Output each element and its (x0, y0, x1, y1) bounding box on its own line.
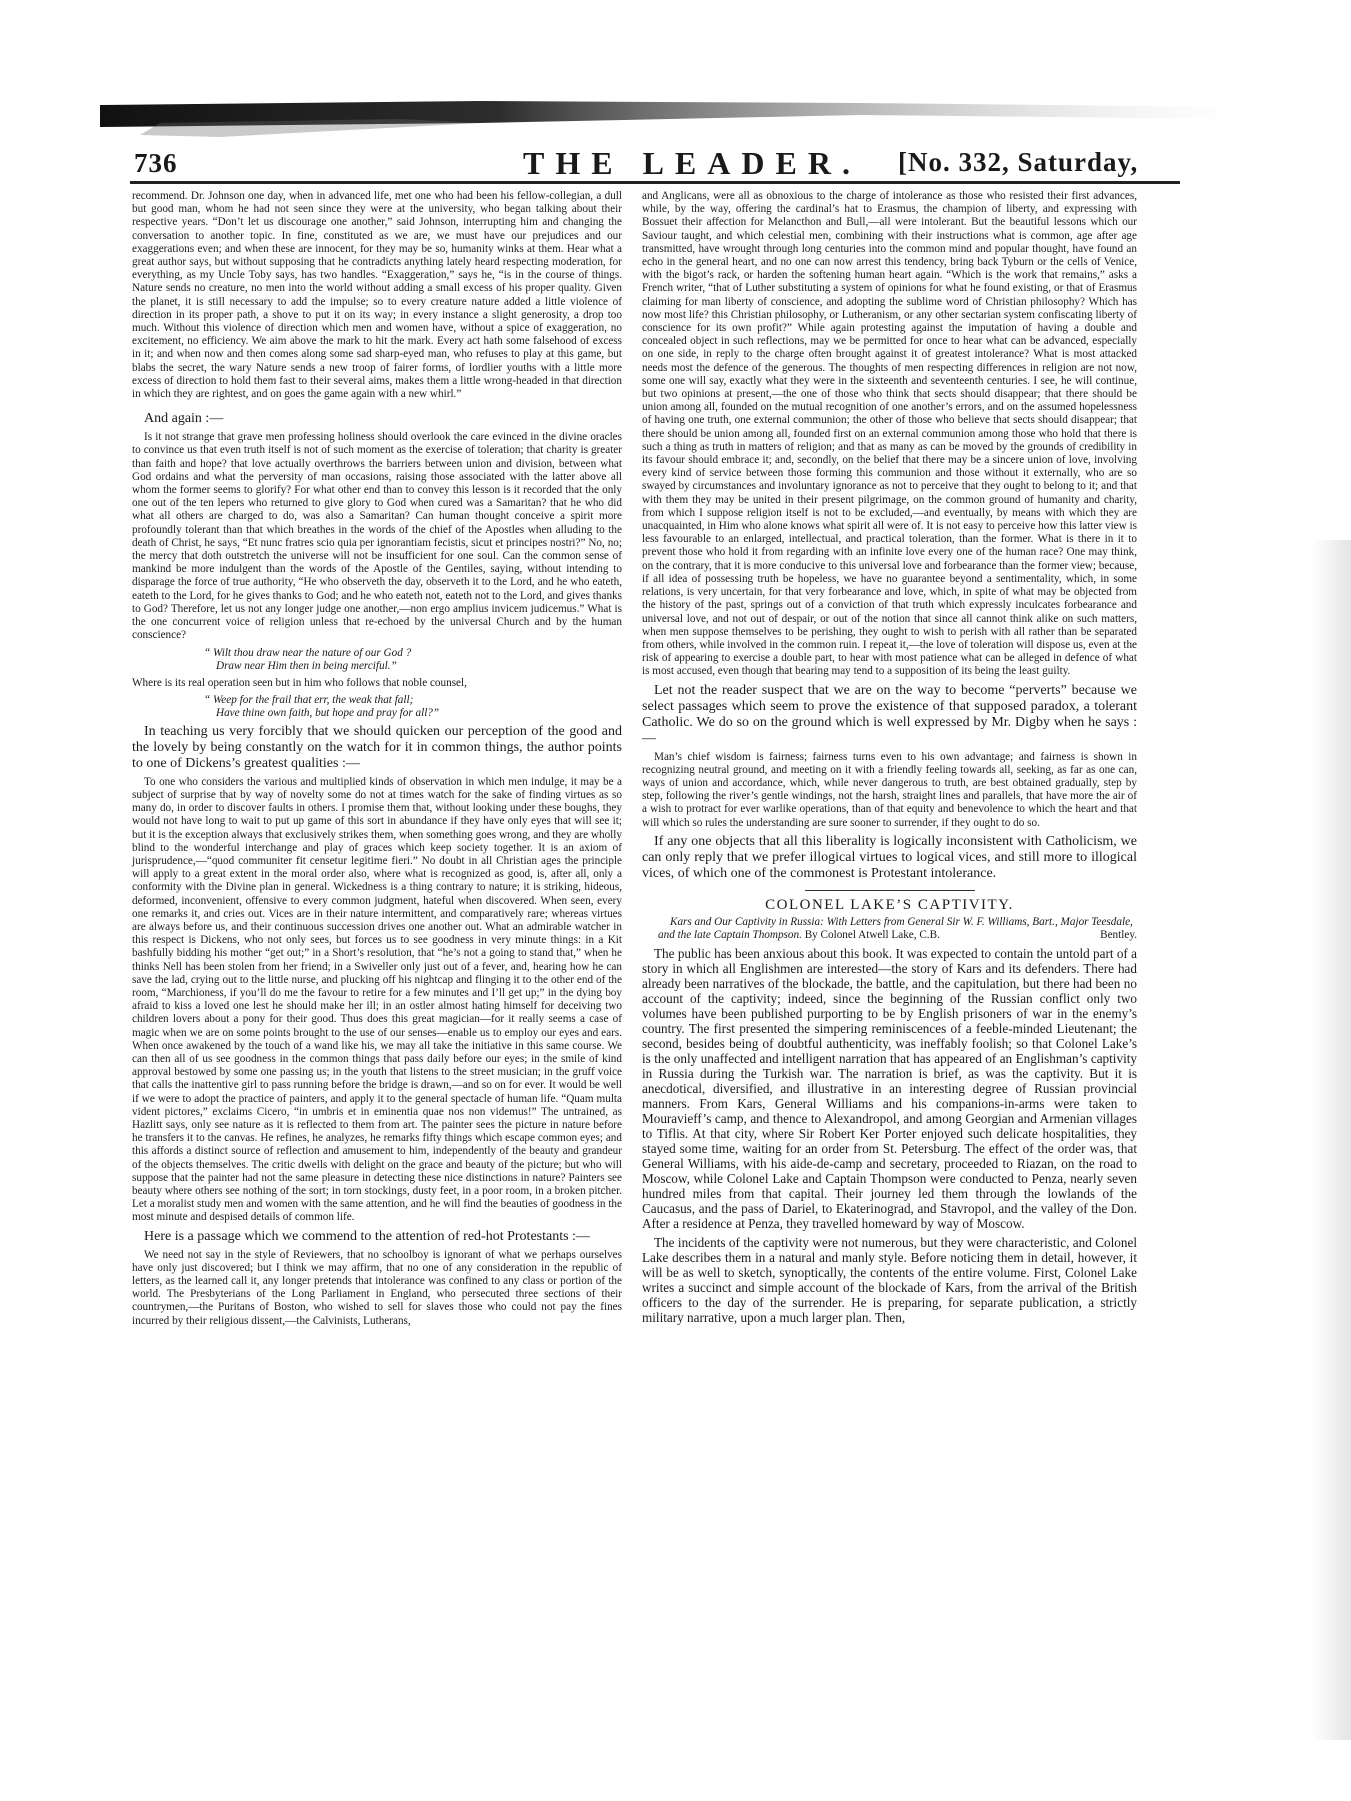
newspaper-title: THE LEADER. (523, 145, 861, 181)
left-paragraph-3: Is it not strange that grave men professing holiness should overlook the care evinced in the divine oracles to convince us that even truth itself is not of such moment as the exercise of toleration; that charity is greater than faith and hope? that love actually overthrows the barriers between union and division, between what God ordains and what the perversity of man occasions, raising those associated with the latter above all whom the former seems to glorify? For what other end than to convey this lesson is it recorded that the only one out of the ten lepers who returned to give glory to God when cured was a Samaritan? that he who did what all others are charged to do, was also a Samaritan? Can human thought conceive a spirit more profoundly tolerant than that which breathes in the words of the chief of the Apostles when alluding to the death of Christ, he says, “Et nunc fratres scio quia per ignorantiam fecistis, sicut et principes nostri?” No, no; the mercy that doth outstretch the universe will not be insufficient for one soul. Can the common sense of mankind be more indulgent than the words of the Apostle of the Gentiles, saying, without intending to disparage the force of true authority, “He who observeth the day, observeth it to the Lord, and he who eateth, eateth to the Lord, for he gives thanks to God; and he who eateth not, eateth not to the Lord, and gives thanks to God? Therefore, let us not any longer judge one another,—non ergo amplius invicem judicemus.” What is the one concurrent voice of religion unless that re-echoed by the universal Church and by the human conscience? (132, 431, 622, 642)
left-paragraph-4: In teaching us very forcibly that we should quicken our perception of the good and the lovely by being constantly on the watch for it in common things, the author points to one of Dickens’s greatest qualities :— (132, 723, 622, 771)
review-paragraph-2: The incidents of the captivity were not numerous, but they were characteristic, and Colonel Lake describes them in a natural and manly style. Before noticing them in detail, however, it will be as well to sketch, synoptically, the contents of the entire volume. First, Colonel Lake writes a succinct and simple account of the blockade of Kars, from the arrival of the British officers to the day of the surrender. He is preparing, for separate publication, a strictly military narrative, upon a much larger plan. Then, (642, 1235, 1137, 1326)
left-paragraph-1: recommend. Dr. Johnson one day, when in advanced life, met one who had been his fellow-collegian, a dull but good man, whom he had not seen since they were at the university, who began talking about their respective years. “Don’t let us discourage one another,” said Johnson, interrupting him and changing the conversation to another topic. In fine, constituted as we are, we must have our prejudices and our exaggerations even; and when these are innocent, for they may be so, humanity winks at them. Hear what a great author says, but without supposing that he contradicts anything lately heard respecting moderation, for everything, as my Uncle Toby says, has two handles. “Exaggeration,” says he, “is in the course of things. Nature sends no creature, no men into the world without adding a small excess of his proper quality. Given the planet, it is still necessary to add the impulse; so to every creature nature added a little violence of direction in its proper path, a shove to put it on its way; in every instance a slight generosity, a drop too much. Without this violence of direction which men and women have, without a spice of exaggeration, no excitement, no efficiency. We aim above the mark to hit the mark. Every act hath some falsehood of excess in it; and when now and then comes along some sad sharp-eyed man, who refuses to play at this game, but blabs the secret, the wary Nature sends a new troop of fairer forms, of lordlier youths with a little more excess of direction to hold them fast to their several aims, makes them a little wrong-headed in that direction in which they are rightest, and on goes the game again with a new whirl.” (132, 190, 622, 401)
book-publisher: Bentley. (1100, 929, 1137, 942)
verse-line-2: Draw near Him then in being merciful.” (216, 659, 397, 672)
left-paragraph-5: To one who considers the various and multiplied kinds of observation in which men indulge, it may be a subject of surprise that by way of novelty some do not at times watch for the sake of finding virtues as so many do, in order to discover faults in others. I promise them that, without looking under these boughs, they would not have long to wait to put up game of this sort in abundance if they have only eyes that will see it; but it is the exception always that exclusively strikes them, when something goes wrong, and they are wholly blind to the wonderful interchange and play of graces which keep society together. It is an axiom of jurisprudence,—“quod communiter fit censetur legitime fieri.” No doubt in all Christian ages the principle will apply to a great extent in the moral order also, where what is recognized as good, is, after all, only a conformity with the Divine plan in general. Wickedness is a thing contrary to nature; it is striking, hideous, deformed, inconvenient, offensive to every common judgment, hateful when discovered. When seen, every one remarks it, and cries out. Vices are in their nature intermittent, and comparatively rare; whereas virtues are always before us, and their continuous succession drives one another out. What an admirable watcher in this respect is Dickens, who not only sees, but forces us to see goodness in very minute things: in a Kit bashfully bidding his mother “get out;” in a Short’s resolution, that “he’s not a going to stand that,” when he thinks Nell has been stolen from her friend; in a Swiveller only just out of a fever, and, hearing how he can save the lad, crying out to the little nurse, and plucking off his nightcap and flinging it to the other end of the room, “Marchioness, if you’ll do me the favour to retire for a few minutes and I’ll get up;” in the dying boy afraid to kiss a loved one lest he should make her ill; in an ostler almost hating himself for deceiving two children lovers about a pony for their good. Thus does this great magician—for it really seems a case of magic when we are on some points brought to the use of our senses—enable us to employ our eyes and ears. When once awakened by the touch of a wand like his, we may all take the initiative in this same course. We can then all of us see goodness in the common things that pass daily before our eyes; in the smile of kind approval bestowed by some one passing us; in the youth that listens to the street musician; in the gruff voice that calls the inattentive girl to pass running before the bridge is drawn,—and so on for ever. It would be well if we were to adopt the practice of painters, and apply it to the general spectacle of human life. “Quam multa vident pictores,” exclaims Cicero, “in umbris et in eminentia quae nos non videmus!” The untrained, as Hazlitt says, only see nature as it is reflected to them from art. The painter sees the picture in nature before he transfers it to the canvas. He refines, he analyzes, he remarks fifty things which escape common eyes; and this affords a distinct source of reflection and amusement to him, independently of the beauty and grandeur of the objects themselves. The critic dwells with delight on the grace and beauty of the picture; but who will suppose that the painter had not the same pleasure in detecting these nice distinctions in nature? Painters see beauty where others see nothing of the sort; in torn stockings, dusty feet, in a poor room, in a broken pitcher. Let a moralist study men and women with the same attention, and he will find the beauties of goodness in the most minute and despised details of common life. (132, 775, 622, 1224)
verse-line-4: Have thine own faith, but hope and pray for all?” (216, 706, 440, 719)
scan-artifact-band (100, 97, 1240, 139)
right-paragraph-2: Let not the reader suspect that we are on the way to become “perverts” because we select passages which seem to prove the existence of that supposed paradox, a tolerant Catholic. We do so on the ground which is well expressed by Mr. Digby when he says :— (642, 682, 1137, 746)
verse-intro: Where is its real operation seen but in him who follows that noble counsel, (132, 676, 467, 689)
page-number: 736 (134, 148, 178, 178)
page-edge-shadow (1311, 540, 1351, 1740)
left-paragraph-7: We need not say in the style of Reviewers, that no schoolboy is ignorant of what we perhaps ourselves have only just discovered; but I think we may affirm, that no one of any consideration in the republic of letters, as the learned call it, any longer pretends that intolerance was confined to any class or portion of the world. The Presbyterians of the Long Parliament in England, who persecuted three sections of their countrymen,—the Puritans of Boston, who wished to sell for slaves those who could not pay the fines incurred by their religious dissent,—the Calvinists, Lutherans, (132, 1248, 622, 1327)
verse-quote-2 (204, 694, 622, 720)
left-paragraph-2: And again :— (144, 411, 224, 427)
book-citation (642, 916, 1137, 942)
review-paragraph-1: The public has been anxious about this book. It was expected to contain the untold part of a story in which all Englishmen are interested—the story of Kars and its defenders. There had already been narratives of the blockade, the battle, and the capitulation, but there had been no account of the captivity; indeed, since the beginning of the Russian conflict only two volumes have been published purporting to be by English prisoners of war in the enemy’s country. The first presented the simpering reminiscences of a feeble-minded Lieutenant; the second, besides being of doubtful authenticity, was ineffably foolish; so that Colonel Lake’s is the only unaffected and intelligent narration that has appeared of an Englishman’s captivity in Russia during the Turkish war. The narration is brief, as was the captivity. But it is anecdotical, diversified, and illustrative in an interesting degree of Russian provincial manners. From Kars, General Williams and his companions-in-arms were taken to Mouravieff’s camp, and thence to Alexandropol, and among Georgian and Armenian villages to Tiflis. At that city, where Sir Robert Ker Porter enjoyed such delicate hospitalities, they stayed some time, waiting for an order from St. Petersburg. The effect of the order was, that General Williams, with his aide-de-camp and secretary, proceeded to Riazan, on the road to Moscow, while Colonel Lake and Captain Thompson were conducted to Penza, nearly seven hundred miles from that capital. Their journey led them through the lowlands of the Caucasus, and the pass of Dariel, to Ekaterinograd, and Stavropol, and the valley of the Don. After a residence at Penza, they travelled homeward by way of Moscow. (642, 946, 1137, 1232)
verse-line-3: “ Weep for the frail that err, the weak that fall; (204, 693, 414, 706)
right-paragraph-1: and Anglicans, were all as obnoxious to the charge of intolerance as those who resisted their first advances, while, by the way, offering the cardinal’s hat to Erasmus, the champion of liberty, and expressing with Bossuet their affection for Melancthon and Bull,—all were intolerant. But the beautiful lessons which our Saviour taught, and which celestial men, combining with their instructions what is common, age after age transmitted, have wrought through long centuries into the common mind and popular thought, have found an echo in the general heart, and no one can now arrest this tendency, bring back Tyburn or the cells of Venice, with the bigot’s rack, or harden the softening human heart again. “Which is the work that remains,” asks a French writer, “that of Luther substituting a system of opinions for what he found existing, or that of Erasmus claiming for man liberty of conscience, and adopting the sublime word of Christian philosophy? Which has now most life? this Christian philosophy, or Lutheranism, or any other sectarian system confiscating liberty of conscience for its own profit?” While again protesting against the imputation of having a double and concealed object in such reflections, may we be permitted for once to hear what can be advanced, especially on one side, in reply to the charge often brought against it of greatest intolerance? What is most attacked needs most the defence of the generous. The thoughts of men respecting differences in religion are not now, some one will say, exactly what they were in the sixteenth and seventeenth centuries. I see, he will continue, but two opinions at present,—the one of those who think that sects should disappear; that there should be union among all, founded on the mutual recognition of one another’s errors, and on the assumed hopelessness of having one truth, one external communion; the other of those who believe that sects should disappear; that there should be union among all, founded first on an external communion among those who hold that there is such a thing as truth in matters of religion; and that as many as can be moved by the grounds of credibility in its favour should embrace it; and, secondly, on the belief that there may be a sincere union of love, involving every kind of service between those forming this communion and those without it externally, who are so swayed by circumstances and involuntary ignorance as not to perceive that they ought to belong to it; and that with them they may be united in their present pilgrimage, on the common ground of humanity and charity, from which I suppose religion itself is not to be excluded,—and eventually, by means with which they are unacquainted, in Him who alone knows what spirit all were of. It is not easy to perceive how this latter view is less favourable to an enlarged, intellectual, and practical toleration, than the former. What is there in it to prevent those who hold it from regarding with an infinite love every one of the human race? One may think, on the contrary, that it is more conducive to this universal love and forbearance than the former view; because, if all idea of possessing truth be hopeless, we have no guarantee beyond a sentimentality, which, in some relations, is very uncertain, for that very forbearance and love, which, in spite of what may be objected from the history of the past, springs out of a conviction of that truth which expressly inculcates forbearance and universal love, and not out of despair, or out of the notion that since all cannot think alike on such matters, when men suppose themselves to be perishing, they ought to wish to perish with all rather than be separated from others, while involved in the common ruin. I repeat it,—the love of toleration will dispose us, even at the risk of appearing to exercise a double part, to hear with most patience what can be alleged in defence of what is most accused, even though that bearing may tend to a supposition of its being the least guilty. (642, 190, 1137, 678)
left-paragraph-6: Here is a passage which we commend to the attention of red-hot Protestants :— (144, 1228, 590, 1244)
book-title: Kars and Our Captivity in Russia: With Letters from General Sir W. F. Williams, Bart., Major Teesdale, and the late Captain Thompson. (658, 916, 1133, 942)
left-column (132, 190, 622, 1328)
header-rule (130, 181, 1180, 184)
right-column (642, 190, 1137, 1329)
verse-line-1: “ Wilt thou draw near the nature of our God ? (204, 646, 412, 659)
section-title: COLONEL LAKE’S CAPTIVITY. (765, 896, 1014, 913)
book-author: By Colonel Atwell Lake, C.B. (804, 929, 940, 942)
right-paragraph-3: Man’s chief wisdom is fairness; fairness turns even to his own advantage; and fairness is shown in recognizing neutral ground, and meeting on it with a friendly feeling towards all, seeking, as far as one can, ways of union and accordance, which, while never dangerous to truth, are best obtained gradually, step by step, following the river’s gentle windings, not the harsh, straight lines and parallels, that have more the air of a wish to protract for ever warlike operations, than of that equity and benevolence to which the heart and that will which so rules the understanding are sure sooner to surrender, if they ought to do so. (642, 750, 1137, 829)
right-paragraph-4: If any one objects that all this liberality is logically inconsistent with Catholicism, we can only reply that we prefer illogical virtues to logical vices, and still more to illogical vices, of which one of the commonest is Protestant intolerance. (642, 833, 1137, 881)
section-divider (805, 890, 975, 891)
verse-quote-1 (204, 647, 622, 673)
masthead (108, 147, 1188, 181)
issue-label: [No. 332, Saturday, (898, 147, 1139, 177)
